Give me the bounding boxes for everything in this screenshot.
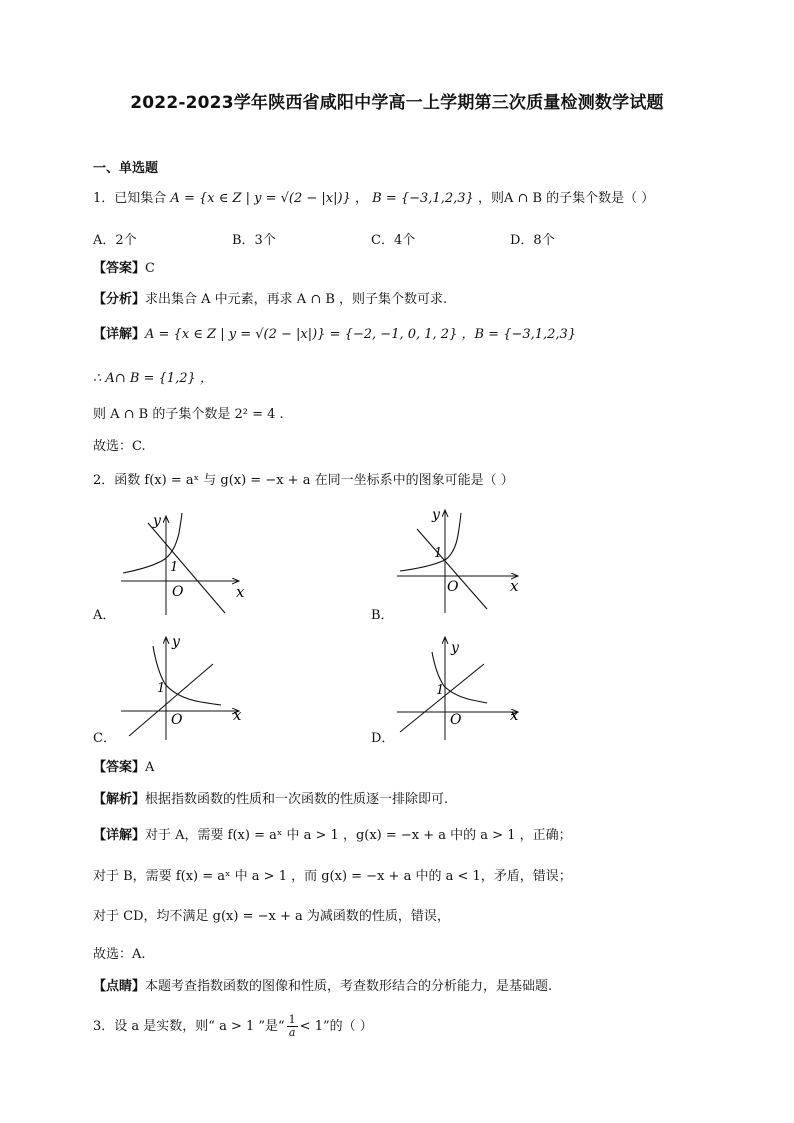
q1-analysis [93,291,447,309]
origin-label: O [450,712,462,728]
x-label: x [510,706,519,724]
q2-comment [93,978,552,996]
one-label: 1 [434,546,443,561]
section-heading: 一、单选题 [93,161,159,176]
comment-text: 本题考查指数函数的图像和性质，考查数形结合的分析能力，是基础题. [145,979,553,994]
question-3-stem [93,1014,373,1040]
analysis-tag: 【解析】 [93,792,146,807]
q2-detail-3: 对于 CD，均不满足 g(x) = −x + a 为减函数的性质，错误， [93,909,450,924]
one-label: 1 [436,683,445,698]
q1-option-b: B．3个 [232,233,276,248]
detail-text: A = {x ∈ Z | y = √(2 − |x|)} = {−2, −1, 0, 1, 2} ，B = {−3,1,2,3} [145,327,577,342]
page-title: 2022-2023学年陕西省咸阳中学高一上学期第三次质量检测数学试题 [130,93,664,113]
q1-stem-suffix: ，则A ∩ B 的子集个数是（ ） [477,191,655,206]
question-1-stem [93,190,654,208]
y-label: y [172,634,180,650]
graph-option-b [372,505,552,625]
comment-tag: 【点睛】 [93,979,146,994]
q2-answer [93,759,154,777]
linear-line [400,664,484,732]
q3-fraction-denominator: a [288,1026,296,1039]
q1-option-a: A．2个 [93,233,137,248]
q1-step-2: 则 A ∩ B 的子集个数是 2² = 4 . [93,407,284,422]
y-label: y [432,507,440,523]
exp-curve [400,513,461,571]
answer-tag: 【答案】 [93,760,146,775]
q3-fraction-numerator: 1 [288,1013,296,1026]
analysis-tag: 【分析】 [93,292,146,307]
linear-line [148,523,225,613]
q1-set-a: A = {x ∈ Z | y = √(2 − |x|)} [170,191,351,206]
y-label: y [153,513,161,529]
q1-sep: ， [355,191,369,206]
q1-detail [93,326,576,344]
q1-answer [93,260,155,278]
q1-final: 故选：C. [93,439,146,454]
answer-value: C [145,261,155,276]
q3-stem-suffix: < 1”的（ ） [299,1019,373,1034]
one-label: 1 [157,681,166,696]
q1-stem-prefix: 1．已知集合 [93,191,167,206]
detail-tag: 【详解】 [93,828,146,843]
label-option-c: C． [93,731,116,746]
analysis-text: 求出集合 A 中元素，再求 A ∩ B ，则子集个数可求. [145,292,448,307]
y-label: y [451,640,459,656]
q2-analysis [93,791,448,809]
q3-stem-prefix: 3．设 a 是实数，则“ a > 1 ”是“ [93,1019,285,1034]
origin-label: O [171,712,183,728]
detail-text: 对于 A，需要 f(x) = aˣ 中 a > 1 ，g(x) = −x + a 中的 a > 1 ，正确； [145,828,572,843]
label-option-d: D． [371,731,395,746]
step-1-text: ∴ A∩ B = {1,2} ， [93,371,213,386]
answer-value: A [145,760,155,775]
one-label: 1 [170,560,179,575]
linear-line [417,529,487,609]
q2-detail-2: 对于 B，需要 f(x) = aˣ 中 a > 1 ，而 g(x) = −x + a 中的 a < 1，矛盾，错误； [93,869,572,884]
origin-label: O [172,584,184,600]
q1-set-b: B = {−3,1,2,3} [372,191,474,206]
q1-option-c: C．4个 [371,233,416,248]
q1-option-d: D．8个 [510,233,555,248]
answer-tag: 【答案】 [93,261,146,276]
x-label: x [236,583,245,601]
x-label: x [233,706,242,724]
graph-option-d [372,632,552,752]
q3-fraction [287,1014,298,1039]
origin-label: O [447,579,459,595]
x-label: x [510,577,519,595]
label-option-a: A． [93,608,116,623]
label-option-b: B． [371,608,394,623]
q2-final: 故选：A. [93,947,146,962]
q2-detail-1 [93,827,572,845]
question-2-stem: 2．函数 f(x) = aˣ 与 g(x) = −x + a 在同一坐标系中的图象可能是（ ） [93,473,514,488]
analysis-text: 根据指数函数的性质和一次函数的性质逐一排除即可. [145,792,449,807]
graph-option-c [93,632,273,752]
detail-tag: 【详解】 [93,327,146,342]
graph-option-a [93,505,273,625]
q1-step-1 [93,370,213,388]
exp-curve [153,646,221,705]
